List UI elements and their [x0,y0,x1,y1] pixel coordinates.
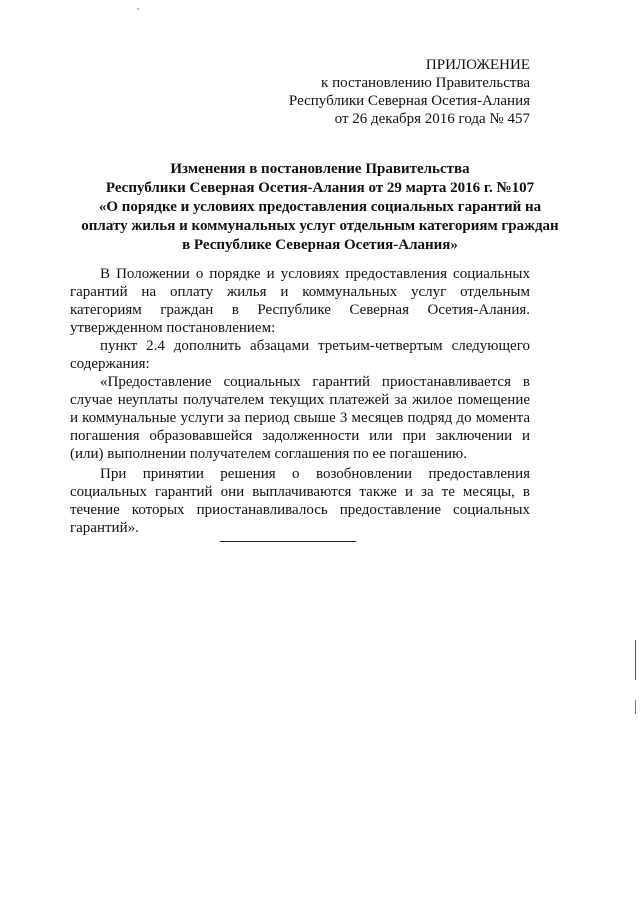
paragraph-4: При принятии решения о возобновлении предоставления социальных гарантий они выплачиваются также и за те месяцы, в течение которых приостанавливалось предоставление социальных гарантий». [70,466,530,536]
paragraph-3: «Предоставление социальных гарантий приостанавливается в случае неуплаты получателем текущих платежей за жилое помещение и коммунальные услуги за период свыше 3 месяцев подряд до момента погашения образовавшейся задолженности или при заключении и (или) выполнении получателем соглашения по ее погашению. [70,374,530,462]
closing-rule [220,541,356,542]
heading-line-2: Республики Северная Осетия-Алания от 29 марта 2016 г. №107 [105,180,535,196]
appendix-line-3: от 26 декабря 2016 года № 457 [334,111,530,127]
appendix-block [289,56,530,128]
heading-line-1: Изменения в постановление Правительства [170,161,470,177]
paragraph-1: В Положении о порядке и условиях предоставления социальных гарантий на оплату жилья и коммунальных услуг отдельным категориям граждан в Республике Северная Осетия-Алания. утвержденном постановлением: [70,266,530,336]
paragraph-2: пункт 2.4 дополнить абзацами третьим-четвертым следующего содержания: [70,338,530,372]
document-heading [60,160,580,255]
document-body [70,265,530,537]
scan-speck [137,8,139,10]
heading-line-4: оплату жилья и коммунальных услуг отдельным категориям граждан [81,218,559,234]
heading-line-5: в Республике Северная Осетия-Алания» [182,237,458,253]
appendix-title: ПРИЛОЖЕНИЕ [425,57,530,73]
appendix-line-1: к постановлению Правительства [321,75,530,91]
scan-edge-mark [635,640,636,680]
appendix-line-2: Республики Северная Осетия-Алания [288,93,530,109]
scan-edge-mark-small [635,700,636,714]
heading-line-3: «О порядке и условиях предоставления социальных гарантий на [98,199,542,215]
